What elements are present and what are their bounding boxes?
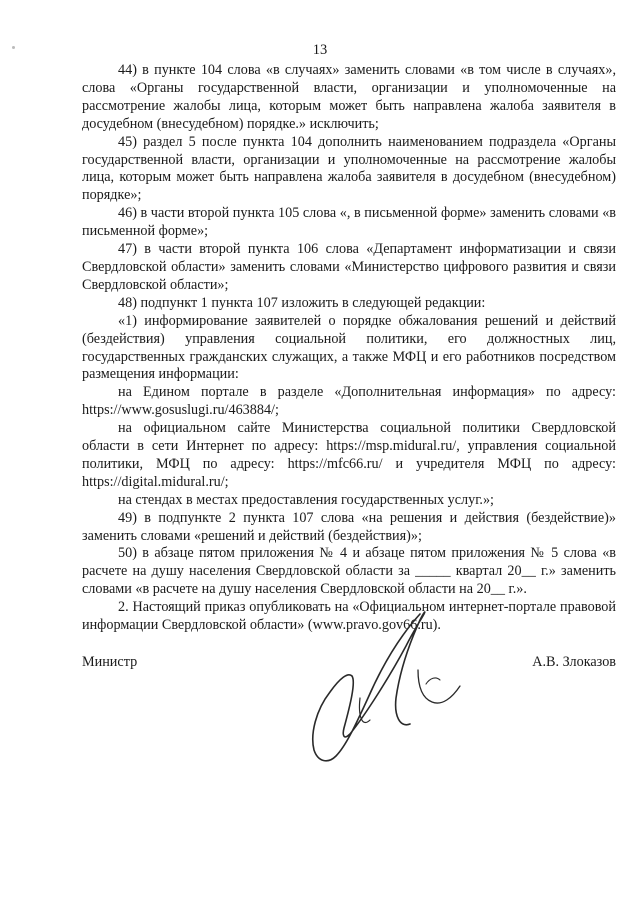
paragraph-48-stands: на стендах в местах предоставления государственных услуг.»;: [118, 491, 495, 508]
paragraph-49: 49) в подпункте 2 пункта 107 слова «на решения и действия (бездействие)» заменить словами «решений и действий (бездействия)»;: [82, 509, 616, 544]
paragraph-48-official-site: на официальном сайте Министерства социальной политики Свердловской области в сети Интернет по адресу: https://msp.midural.ru/, управления социальной политики, МФЦ по адресу: https://mfc66.ru/ и учредителя МФЦ по адресу: https://digital.midural.ru/;: [82, 420, 616, 490]
paragraph-48: 48) подпункт 1 пункта 107 изложить в следующей редакции:: [118, 294, 486, 311]
document-body: [82, 62, 616, 635]
paragraph-publish: 2. Настоящий приказ опубликовать на «Официальном интернет-портале правовой информации Свердловской области» (www.pravo.gov66.ru).: [82, 599, 616, 634]
paragraph-48-sub-1: «1) информирование заявителей о порядке обжалования решений и действий (бездействия) управления социальной политики, его должностных лиц, государственных гражданских служащих, а также МФЦ и его работников посредством размещения информации:: [82, 312, 616, 383]
paragraph-45: 45) раздел 5 после пункта 104 дополнить наименованием подраздела «Органы государственной власти, организации и уполномоченные на рассмотрение жалобы лица, которым может быть направлена жалоба заявителя в досудебном (внесудебном) порядке»;: [82, 133, 616, 204]
paragraph-44: 44) в пункте 104 слова «в случаях» заменить словами «в том числе в случаях», слова «Органы государственной власти, организации и уполномоченные на рассмотрение жалобы лица, которым может быть направлена жалоба заявителя в досудебном (внесудебном) порядке.» исключить;: [82, 62, 616, 132]
signatory-name: А.В. Злоказов: [532, 654, 616, 670]
paragraph-47: 47) в части второй пункта 106 слова «Департамент информатизации и связи Свердловской области» заменить словами «Министерство цифрового развития и связи Свердловской области»;: [82, 241, 616, 293]
paragraph-50: 50) в абзаце пятом приложения № 4 и абзаце пятом приложения № 5 слова «в расчете на душу населения Свердловской области за _____ квартал 20__ г.» заменить словами «в расчете на душу населения Свердловской области на 20__ г.».: [82, 545, 616, 598]
signatory-position: Министр: [82, 654, 138, 670]
page-number: 13: [312, 42, 328, 58]
paragraph-46: 46) в части второй пункта 105 слова «, в письменной форме» заменить словами «в письменной форме»;: [82, 205, 616, 240]
paragraph-48-portal: на Едином портале в разделе «Дополнительная информация» по адресу: https://www.gosuslugi.ru/463884/;: [82, 384, 616, 419]
handwritten-signature-icon: [300, 606, 470, 774]
